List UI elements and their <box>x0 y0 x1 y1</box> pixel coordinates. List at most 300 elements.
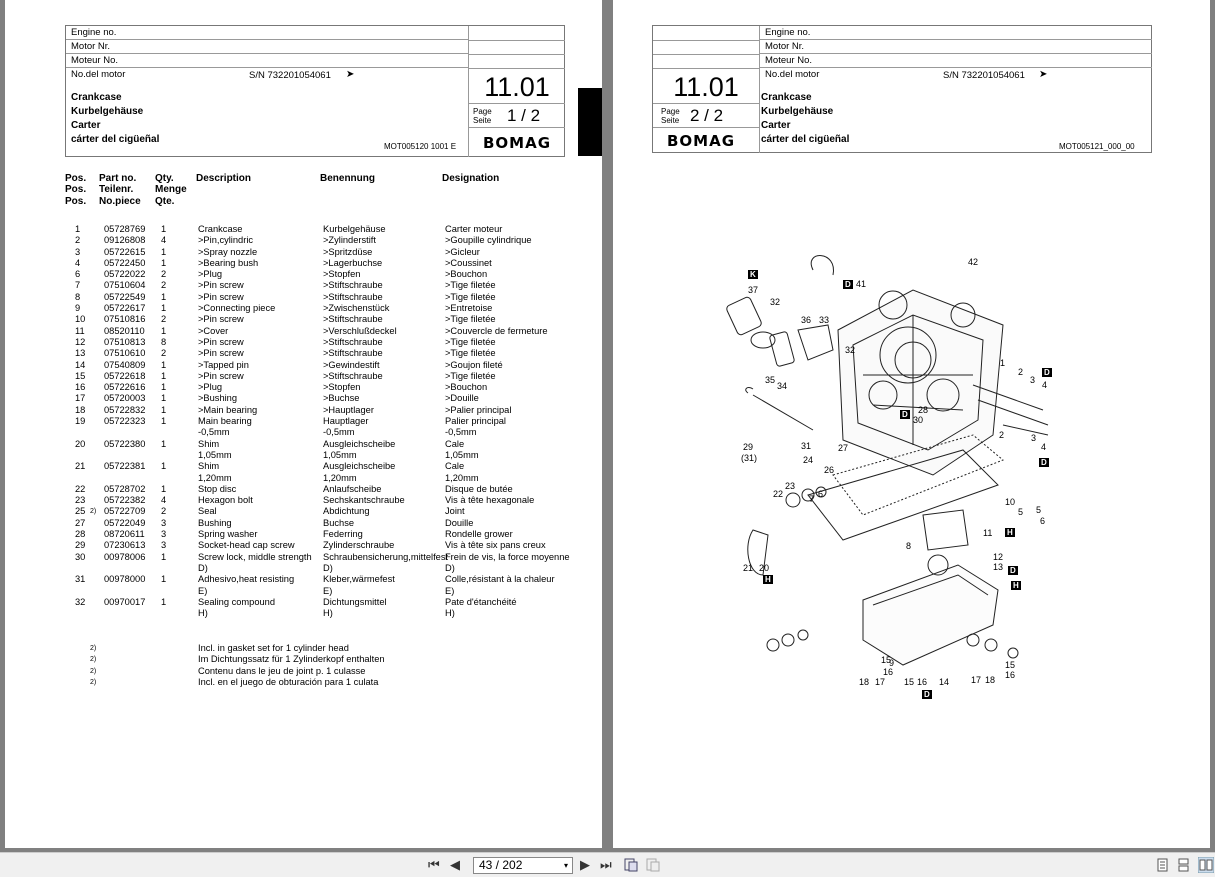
diagram-marker-box: D <box>1041 458 1047 467</box>
cell-part: 07510610 <box>104 348 146 359</box>
cell-ben: Hauptlager <box>323 416 369 427</box>
cell-desc: >Cover <box>198 325 229 336</box>
page-header <box>65 25 565 157</box>
table-row <box>65 303 575 314</box>
motor-nr-label: Motor Nr. <box>66 40 468 54</box>
prev-page-icon[interactable]: ◀ <box>450 857 460 872</box>
cell-pos: 1 <box>75 224 81 234</box>
cell-pos: 18 <box>75 404 86 415</box>
cell-des: >Couvercle de fermeture <box>445 325 548 336</box>
diagram-callout: 32 <box>770 297 781 307</box>
cell-desc: >Pin screw <box>198 314 244 325</box>
cell-pos: 8 <box>75 291 81 302</box>
dropdown-arrow-icon[interactable]: ▾ <box>563 861 568 870</box>
cell-qty: 1 <box>161 370 167 381</box>
diagram-callouts <box>713 245 1073 705</box>
footnote-mark: 2) <box>90 645 97 652</box>
diagram-callout: 36 <box>801 315 812 325</box>
section-number: 11.01 <box>673 72 739 102</box>
diagram-callout: 41 <box>856 279 867 289</box>
cell-desc: Screw lock, middle strength <box>198 551 312 562</box>
cell-des: >Tige filetée <box>445 348 496 359</box>
diagram-callout: 26 <box>824 465 835 475</box>
cell-part: 05722323 <box>104 416 146 427</box>
diagram-callout: 18 <box>859 677 870 687</box>
cell-desc: 1,05mm <box>198 449 232 460</box>
cell-desc: >Pin screw <box>198 370 244 381</box>
cell-desc: Crankcase <box>198 224 243 234</box>
diagram-callout: 2 <box>1018 367 1024 377</box>
cell-qty: 4 <box>161 495 167 506</box>
cell-ben: >Gewindestift <box>323 359 380 370</box>
cell-qty: 1 <box>161 416 167 427</box>
diagram-marker-box: K <box>750 270 756 279</box>
two-page-view-icon[interactable] <box>1198 857 1214 873</box>
page-counter: 2 / 2 <box>690 106 724 125</box>
cell-desc: >Bearing bush <box>198 257 259 268</box>
cell-desc: Seal <box>198 506 217 517</box>
cell-ben: Anlaufscheibe <box>323 483 382 494</box>
diagram-marker-box: H <box>765 575 771 584</box>
cell-des: D) <box>445 562 455 573</box>
cell-ben: E) <box>323 585 333 596</box>
table-row <box>65 484 575 495</box>
cell-pos: 22 <box>75 483 86 494</box>
cell-part: 07540809 <box>104 359 146 370</box>
cell-note: 2) <box>90 508 97 516</box>
cell-ben: Federring <box>323 529 363 540</box>
table-row <box>65 326 575 337</box>
table-row <box>65 235 575 246</box>
cell-pos: 23 <box>75 495 86 506</box>
cell-qty: 3 <box>161 529 167 540</box>
cell-part: 05728702 <box>104 483 146 494</box>
cell-des: >Tige filetée <box>445 280 496 291</box>
cell-des: >Goujon fileté <box>445 359 503 370</box>
serial-number: S/N 732201054061 <box>943 70 1025 81</box>
cell-des: >Palier principal <box>445 404 512 415</box>
page-label: Page Seite <box>661 107 680 125</box>
cell-part: 00978000 <box>104 574 146 585</box>
cell-desc: >Pin screw <box>198 291 244 302</box>
parts-table-header: Pos. Part no. Qty. Description Benennung Designation Pos. Teilenr. Menge Pos. No.piece Qte. <box>65 173 500 207</box>
bomag-logo: BOMAG <box>667 132 736 150</box>
cell-ben: Ausgleichscheibe <box>323 438 396 449</box>
cell-pos: 3 <box>75 246 81 257</box>
diagram-callout: 3 <box>1031 433 1037 443</box>
cell-des: >Tige filetée <box>445 291 496 302</box>
table-row <box>65 563 575 574</box>
footnote <box>65 643 575 654</box>
cell-desc: >Main bearing <box>198 404 258 415</box>
cell-ben: Zylinderschraube <box>323 540 395 551</box>
arrow-icon: ➤ <box>346 69 355 80</box>
diagram-callout: 37 <box>748 285 759 295</box>
diagram-callout: 32 <box>845 345 856 355</box>
cell-part: 05722617 <box>104 303 146 314</box>
table-row <box>65 393 575 404</box>
cell-ben: Ausgleichscheibe <box>323 461 396 472</box>
table-row <box>65 586 575 597</box>
cell-pos: 14 <box>75 359 86 370</box>
cell-ben: >Stiftschraube <box>323 314 383 325</box>
cell-des: >Tige filetée <box>445 336 496 347</box>
diagram-callout: 30 <box>913 415 924 425</box>
cell-ben: Dichtungsmittel <box>323 596 387 607</box>
cell-ben: >Buchse <box>323 393 360 404</box>
diagram-callout: 17 <box>971 675 982 685</box>
cell-des: >Bouchon <box>445 269 488 280</box>
cell-part: 05720003 <box>104 393 146 404</box>
cell-pos: 10 <box>75 314 86 325</box>
cell-qty: 1 <box>161 574 167 585</box>
cell-pos: 19 <box>75 416 86 427</box>
cell-des: Vis à tête six pans creux <box>445 540 546 551</box>
cell-qty: 2 <box>161 280 167 291</box>
table-row <box>65 405 575 416</box>
cell-qty: 8 <box>161 336 167 347</box>
cell-des: Carter moteur <box>445 224 503 234</box>
cell-desc: Stop disc <box>198 483 237 494</box>
cell-pos: 20 <box>75 438 86 449</box>
cell-ben: Sechskantschraube <box>323 495 405 506</box>
cell-qty: 1 <box>161 246 167 257</box>
cell-qty: 2 <box>161 506 167 517</box>
diagram-marker-box: D <box>924 690 930 699</box>
cell-desc: Shim <box>198 461 220 472</box>
table-row <box>65 506 575 517</box>
cell-des: Cale <box>445 438 465 449</box>
doc-code: MOT005121_000_00 <box>1059 142 1135 151</box>
diagram-callout: 23 <box>785 481 796 491</box>
cell-qty: 1 <box>161 596 167 607</box>
fit-page-icon[interactable] <box>624 858 638 872</box>
cell-ben: >Verschlußdeckel <box>323 325 397 336</box>
cell-qty: 1 <box>161 382 167 393</box>
cell-pos: 4 <box>75 257 81 268</box>
footnote-text: Incl. en el juego de obturación para 1 culata <box>198 676 379 687</box>
diagram-callout: 13 <box>993 562 1004 572</box>
cell-part: 05722450 <box>104 257 146 268</box>
diagram-callout: 24 <box>803 455 814 465</box>
cell-ben: Abdichtung <box>323 506 370 517</box>
cell-qty: 1 <box>161 551 167 562</box>
diagram-callout: 16 <box>1005 670 1016 680</box>
cell-qty: 3 <box>161 540 167 551</box>
cell-ben: >Stopfen <box>323 269 361 280</box>
table-row <box>65 439 575 450</box>
table-row <box>65 461 575 472</box>
cell-part: 00978006 <box>104 551 146 562</box>
table-row <box>65 427 575 438</box>
cell-desc: >Pin,cylindric <box>198 235 254 246</box>
cell-qty: 1 <box>161 359 167 370</box>
table-row <box>65 495 575 506</box>
diagram-callout: 16 <box>917 677 928 687</box>
cell-pos: 25 <box>75 506 86 517</box>
cell-ben: D) <box>323 562 333 573</box>
footnote-mark: 2) <box>90 667 97 675</box>
no-del-motor-label: No.del motor <box>765 69 820 80</box>
cell-part: 05722709 <box>104 506 146 517</box>
cell-pos: 9 <box>75 303 81 314</box>
diagram-callout: 22 <box>773 489 784 499</box>
cell-desc: >Bushing <box>198 393 238 404</box>
cell-ben: >Stopfen <box>323 382 361 393</box>
cell-desc: Shim <box>198 438 220 449</box>
cell-ben: -0,5mm <box>323 427 355 438</box>
cell-part: 05722616 <box>104 382 146 393</box>
viewer-toolbar <box>0 852 1215 877</box>
cell-des: 1,20mm <box>445 472 479 483</box>
moteur-no-label: Moteur No. <box>760 54 1152 68</box>
page-counter: 1 / 2 <box>507 106 541 125</box>
diagram-callout: 11 <box>983 528 993 538</box>
table-row <box>65 337 575 348</box>
first-page-icon[interactable]: ⏮ <box>428 857 440 872</box>
table-row <box>65 382 575 393</box>
cell-part: 08520110 <box>104 325 145 336</box>
moteur-no-label: Moteur No. <box>66 54 468 68</box>
cell-desc: Bushing <box>198 517 232 528</box>
diagram-callout: 9 <box>889 658 895 668</box>
cell-part: 05722549 <box>104 291 146 302</box>
cell-pos: 6 <box>75 269 81 280</box>
cell-part: 05722615 <box>104 246 146 257</box>
table-row <box>65 518 575 529</box>
fit-width-icon[interactable] <box>646 858 660 872</box>
footnote-mark: 2) <box>90 656 97 664</box>
cell-desc: >Tapped pin <box>198 359 249 370</box>
diagram-callout: 28 <box>918 405 929 415</box>
table-row <box>65 292 575 303</box>
footnote-mark: 2) <box>90 678 97 686</box>
next-page-icon[interactable]: ▶ <box>580 857 590 872</box>
table-row <box>65 529 575 540</box>
cell-ben: >Stiftschraube <box>323 291 383 302</box>
cell-pos: 7 <box>75 280 81 291</box>
diagram-callout: 16 <box>883 667 894 677</box>
table-row <box>65 258 575 269</box>
diagram-marker-box: H <box>1007 528 1013 537</box>
cell-qty: 1 <box>161 224 167 234</box>
table-row <box>65 597 575 608</box>
table-row <box>65 280 575 291</box>
cell-qty: 1 <box>161 483 167 494</box>
cell-desc: D) <box>198 562 208 573</box>
cell-desc: >Pin screw <box>198 336 244 347</box>
diagram-callout: 5 <box>1036 505 1042 515</box>
table-row <box>65 348 575 359</box>
cell-des: Rondelle grower <box>445 529 513 540</box>
cell-ben: >Zylinderstift <box>323 235 376 246</box>
parts-table-body <box>65 224 575 619</box>
diagram-callout: 15 <box>1005 660 1016 670</box>
table-row <box>65 450 575 461</box>
section-number: 11.01 <box>484 72 550 102</box>
diagram-callout: 3 <box>1030 375 1036 385</box>
diagram-callout: 2 <box>999 430 1005 440</box>
footnote <box>65 666 575 677</box>
diagram-callout: 33 <box>819 315 830 325</box>
cell-desc: Sealing compound <box>198 596 276 607</box>
diagram-callout: 4 <box>1041 442 1047 452</box>
single-page-view-icon[interactable] <box>1157 858 1169 872</box>
diagram-callout: 35 <box>765 375 776 385</box>
diagram-callout: 27 <box>838 443 849 453</box>
cell-qty: 2 <box>161 269 167 280</box>
cell-qty: 1 <box>161 303 167 314</box>
table-row <box>65 371 575 382</box>
cell-des: >Bouchon <box>445 382 488 393</box>
engine-no-label: Engine no. <box>66 26 468 40</box>
cell-des: Douille <box>445 517 474 528</box>
cell-ben: Schraubensicherung,mittelfest <box>323 551 449 562</box>
footnote-text: Im Dichtungssatz für 1 Zylinderkopf enthalten <box>198 654 385 665</box>
footnote-text: Contenu dans le jeu de joint p. 1 culasse <box>198 665 366 676</box>
footnote <box>65 654 575 665</box>
table-row <box>65 314 575 325</box>
cell-des: Frein de vis, la force moyenne <box>445 551 570 562</box>
cell-part: 05722380 <box>104 438 146 449</box>
diagram-callout: (31) <box>741 453 758 463</box>
diagram-callout: 15 <box>904 677 915 687</box>
diagram-callout: 10 <box>1005 497 1016 507</box>
section-tab-marker <box>578 88 602 156</box>
cell-pos: 30 <box>75 551 86 562</box>
cell-ben: >Zwischenstück <box>323 303 390 314</box>
cell-pos: 31 <box>75 574 86 585</box>
cell-qty: 1 <box>161 291 167 302</box>
cell-des: Pate d'étanchéité <box>445 596 517 607</box>
table-row <box>65 416 575 427</box>
table-row <box>65 247 575 258</box>
page-number-input[interactable]: 43 / 202 ▾ <box>473 857 573 874</box>
cell-qty: 1 <box>161 325 167 336</box>
continuous-view-icon[interactable] <box>1178 858 1190 872</box>
serial-number: S/N 732201054061 <box>249 70 331 81</box>
cell-pos: 12 <box>75 336 86 347</box>
diagram-callout: 7 <box>809 494 815 504</box>
cell-qty: 1 <box>161 393 167 404</box>
cell-desc: >Pin screw <box>198 348 244 359</box>
page-label: Page Seite <box>473 107 492 125</box>
table-row <box>65 540 575 551</box>
cell-des: Disque de butée <box>445 483 513 494</box>
cell-des: >Douille <box>445 393 479 404</box>
page-title: Crankcase Kurbelgehäuse Carter cárter del cigüeñal <box>761 92 850 145</box>
cell-desc: -0,5mm <box>198 427 230 438</box>
cell-qty: 1 <box>161 404 167 415</box>
diagram-marker-box: D <box>902 410 908 419</box>
cell-des: Palier principal <box>445 416 506 427</box>
cell-part: 07230613 <box>104 540 146 551</box>
table-row <box>65 574 575 585</box>
cell-des: Joint <box>445 506 465 517</box>
cell-desc: H) <box>198 608 208 619</box>
cell-des: E) <box>445 585 455 596</box>
cell-desc: Hexagon bolt <box>198 495 253 506</box>
diagram-callout: 31 <box>801 441 812 451</box>
cell-pos: 15 <box>75 370 86 381</box>
cell-part: 05722382 <box>104 495 146 506</box>
cell-desc: E) <box>198 585 208 596</box>
cell-desc: Adhesivo,heat resisting <box>198 574 295 585</box>
cell-des: >Gicleur <box>445 246 480 257</box>
cell-ben: H) <box>323 608 333 619</box>
cell-desc: Socket-head cap screw <box>198 540 295 551</box>
cell-pos: 27 <box>75 517 86 528</box>
diagram-callout: 21 <box>743 563 754 573</box>
cell-desc: >Plug <box>198 269 223 280</box>
cell-des: >Entretoise <box>445 303 493 314</box>
cell-part: 05722381 <box>104 461 146 472</box>
cell-ben: >Hauptlager <box>323 404 374 415</box>
diagram-callout: 5 <box>1018 507 1024 517</box>
cell-desc: Main bearing <box>198 416 252 427</box>
doc-code: MOT005120 1001 E <box>384 142 457 151</box>
table-row <box>65 269 575 280</box>
cell-des: Cale <box>445 461 465 472</box>
cell-des: >Coussinet <box>445 257 492 268</box>
last-page-icon[interactable]: ⏭ <box>600 857 612 872</box>
cell-qty: 3 <box>161 517 167 528</box>
cell-qty: 1 <box>161 257 167 268</box>
diagram-callout: 42 <box>968 257 979 267</box>
cell-des: 1,05mm <box>445 449 479 460</box>
cell-part: 00970017 <box>104 596 146 607</box>
footnotes <box>65 643 575 688</box>
cell-desc: >Connecting piece <box>198 303 276 314</box>
cell-pos: 32 <box>75 596 86 607</box>
table-row <box>65 360 575 371</box>
table-row <box>65 608 575 619</box>
cell-part: 05722022 <box>104 269 146 280</box>
cell-pos: 29 <box>75 540 86 551</box>
table-row <box>65 473 575 484</box>
diagram-callout: 34 <box>777 381 788 391</box>
cell-part: 09126808 <box>104 235 146 246</box>
arrow-icon: ➤ <box>1039 69 1048 80</box>
cell-part: 08720611 <box>104 529 145 540</box>
cell-qty: 1 <box>161 461 167 472</box>
document-page-1 <box>5 0 602 848</box>
cell-part: 07510604 <box>104 280 146 291</box>
cell-des: -0,5mm <box>445 427 477 438</box>
cell-pos: 11 <box>75 325 85 336</box>
diagram-marker-box: D <box>845 280 851 289</box>
diagram-marker-box: H <box>1013 581 1019 590</box>
cell-desc: Spring washer <box>198 529 258 540</box>
cell-desc: >Pin screw <box>198 280 244 291</box>
cell-des: >Tige filetée <box>445 314 496 325</box>
cell-qty: 2 <box>161 314 167 325</box>
cell-des: H) <box>445 608 455 619</box>
cell-ben: >Stiftschraube <box>323 370 383 381</box>
cell-ben: >Spritzdüse <box>323 246 373 257</box>
cell-qty: 4 <box>161 235 167 246</box>
no-del-motor-label: No.del motor <box>71 69 126 80</box>
cell-part: 05728769 <box>104 224 146 234</box>
diagram-marker-box: D <box>1010 566 1016 575</box>
table-row <box>65 552 575 563</box>
cell-pos: 17 <box>75 393 86 404</box>
cell-ben: Kleber,wärmefest <box>323 574 395 585</box>
bomag-logo: BOMAG <box>483 134 552 152</box>
document-page-2 <box>613 0 1210 848</box>
cell-des: >Goupille cylindrique <box>445 235 532 246</box>
diagram-callout: 18 <box>985 675 996 685</box>
